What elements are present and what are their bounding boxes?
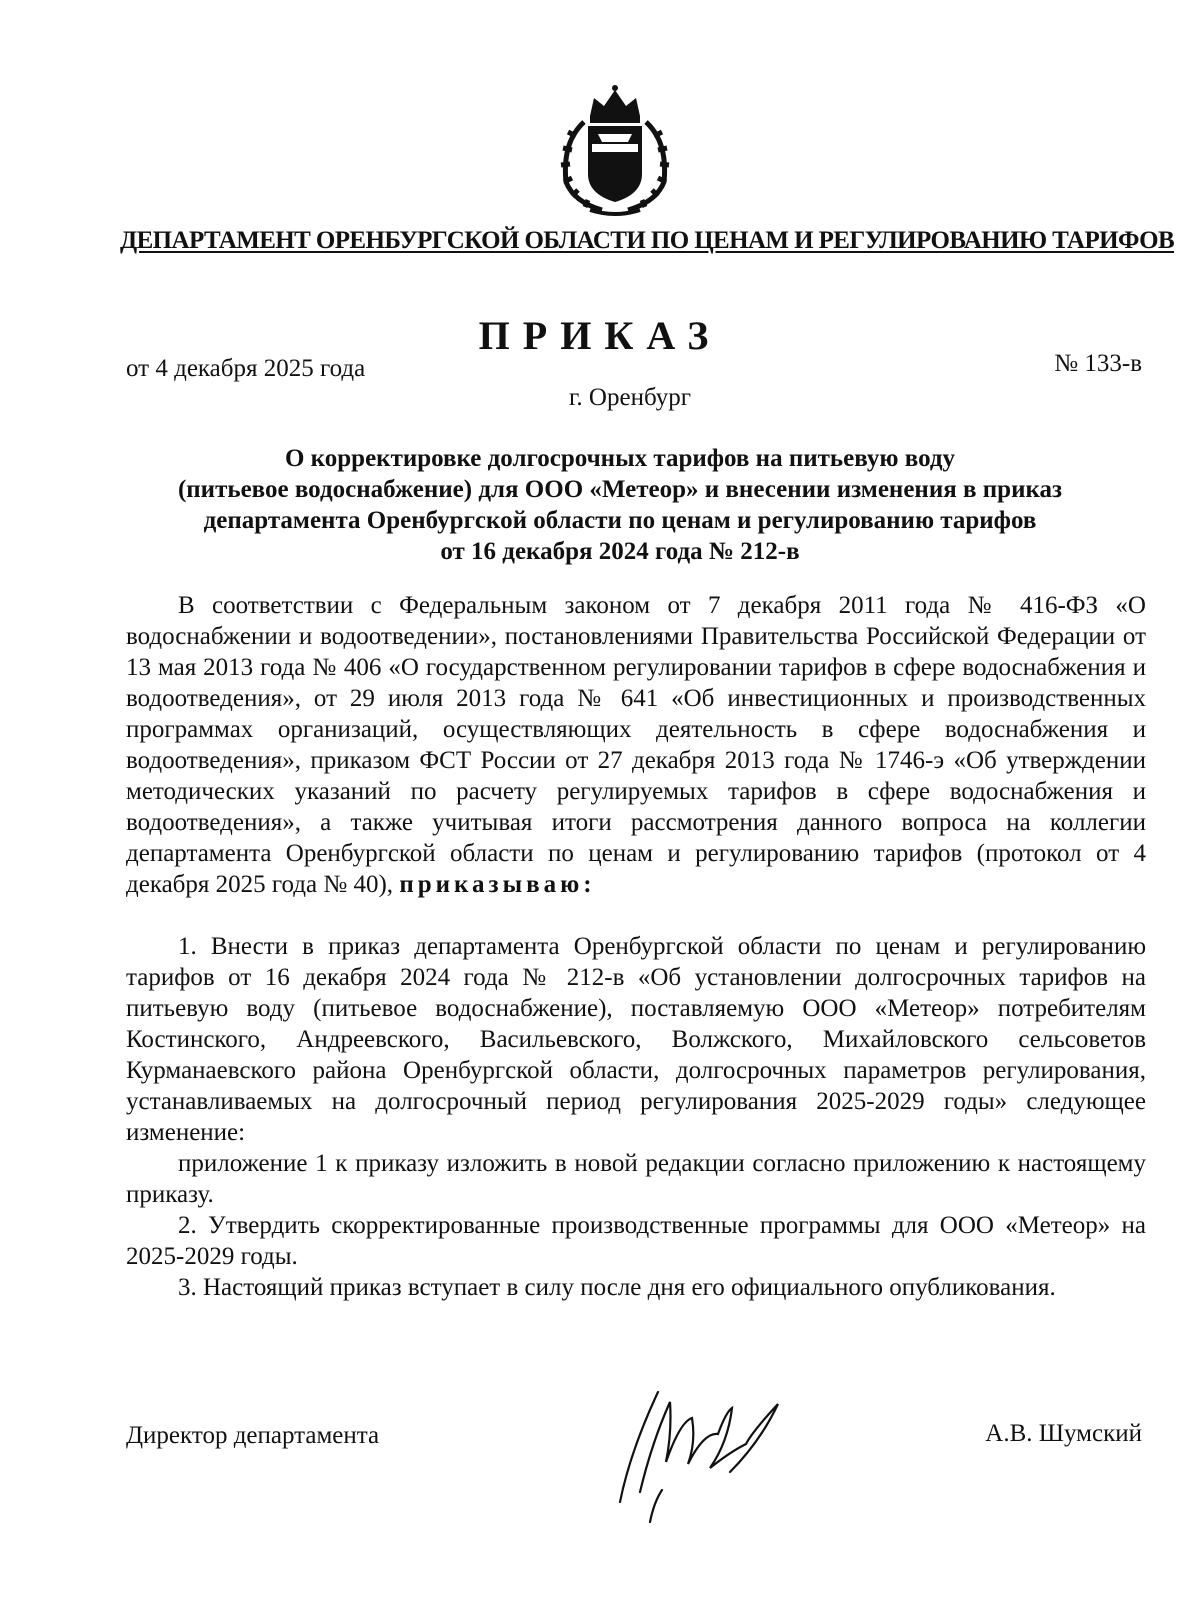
department-name: ДЕПАРТАМЕНТ ОРЕНБУРГСКОЙ ОБЛАСТИ ПО ЦЕНАМ И РЕГУЛИРОВАНИЮ ТАРИФОВ — [120, 227, 1175, 254]
order-number: № 133-в — [1054, 350, 1142, 377]
subject-line: от 16 декабря 2024 года № 212-в — [440, 538, 800, 565]
item-3-paragraph: 3. Настоящий приказ вступает в силу после дня его официального опубликования. — [178, 1274, 1056, 1301]
subject-line: О корректировке долгосрочных тарифов на питьевую воду — [284, 445, 955, 472]
subject-line: департамента Оренбургской области по ценам и регулированию тарифов — [203, 507, 1037, 534]
preamble-paragraph — [126, 590, 1146, 900]
order-body — [126, 590, 1146, 1303]
preamble-text: В соответствии с Федеральным законом от 7 декабря 2011 года № 416-ФЗ «О водоснабжении и водоотведении», постановлениями Правительства Российской Федерации от 13 мая 2013 года № 406 «О государственном регулировании тарифов в сфере водоснабжения и водоотведения», от 29 июля 2013 года № 641 «Об инвестиционных и производственных программах организаций, осуществляющих деятельность в сфере водоснабжения и водоотведения», приказом ФСТ России от 27 декабря 2013 года № 1746-э «Об утверждении методических указаний по расчету регулируемых тарифов в сфере водоснабжения и водоотведения», а также учитывая итоги рассмотрения данного вопроса на коллегии департамента Оренбургской области по ценам и регулированию тарифов (протокол от 4 декабря 2025 года № 40), — [126, 592, 1146, 898]
item-2-paragraph: 2. Утвердить скорректированные производственные программы для ООО «Метеор» на 2025-2029 годы. — [126, 1212, 1146, 1270]
order-date: от 4 декабря 2025 года — [126, 355, 366, 382]
signer-name: А.В. Шумский — [985, 1420, 1142, 1447]
item-1-sub-paragraph: приложение 1 к приказу изложить в новой редакции согласно приложению к настоящему приказу. — [126, 1150, 1146, 1208]
coat-of-arms-icon — [550, 82, 680, 217]
signer-role: Директор департамента — [126, 1422, 380, 1449]
order-subject — [120, 443, 1120, 567]
item-1-paragraph: 1. Внести в приказ департамента Оренбургской области по ценам и регулированию тарифов от 16 декабря 2024 года № 212-в «Об установлении долгосрочных тарифов на питьевую воду (питьевое водоснабжение), поставляемую ООО «Метеор» потребителям Костинского, Андреевского, Васильевского, Волжского, Михайловского сельсоветов Курманаевского района Оренбургской области, долгосрочных параметров регулирования, устанавливаемых на долгосрочный период регулирования 2025-2029 годы» следующее изменение: — [126, 933, 1146, 1146]
command-word: приказываю: — [399, 871, 596, 898]
handwritten-signature-icon — [600, 1372, 800, 1532]
document-title: ПРИКАЗ — [478, 313, 722, 358]
subject-line: (питьевое водоснабжение) для ООО «Метеор» и внесении изменения в приказ — [177, 476, 1063, 503]
order-city: г. Оренбург — [569, 384, 691, 411]
